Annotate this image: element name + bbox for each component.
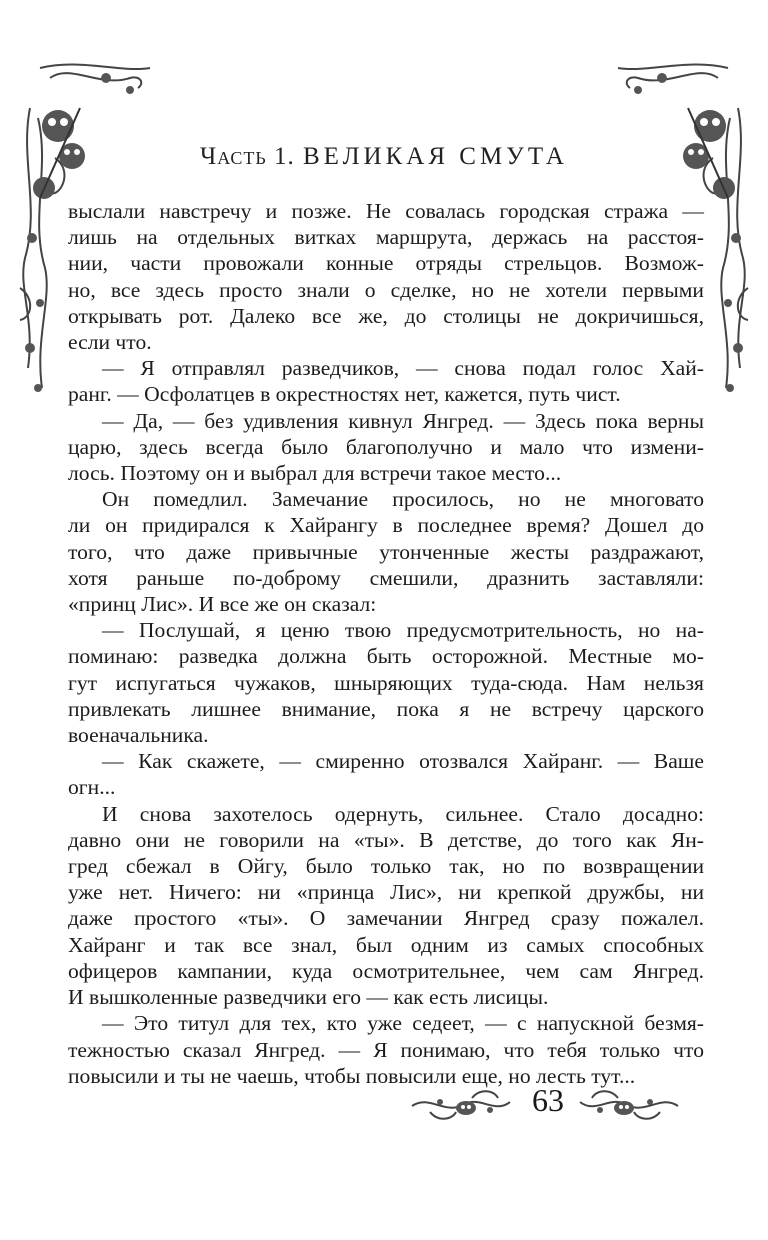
text-line: гред сбежал в Ойгу, было только так, но по возвращении: [68, 854, 704, 879]
text-line: того, что даже привычные утонченные жесты раздражают,: [68, 539, 704, 564]
text-line: открывать рот. Далеко все же, до столицы не докричишься,: [68, 303, 704, 328]
text-line: лось. Поэтому он и выбрал для встречи такое место...: [68, 461, 562, 486]
text-line: лишь на отдельных витках маршрута, держась на расстоя-: [68, 225, 704, 250]
text-line: — Да, — без удивления кивнул Янгред. — Здесь пока верны: [102, 408, 704, 433]
text-line: — Это титул для тех, кто уже седеет, — с напускной безмя-: [102, 1011, 704, 1036]
text-line: но, все здесь просто знали о сделке, но не хотели первыми: [68, 277, 704, 302]
footer-ornament-right: [575, 1086, 680, 1126]
text-line: нии, части провожали конные отряды стрельцов. Возмож-: [68, 251, 704, 276]
footer-ornament-left: [410, 1086, 515, 1126]
text-line: ли он придирался к Хайрангу в последнее время? Дошел до: [68, 513, 704, 538]
running-head-title: ВЕЛИКАЯ СМУТА: [302, 143, 568, 170]
text-line: если что.: [68, 330, 152, 355]
text-line: выслали навстречу и позже. Не совалась городская стража —: [68, 199, 704, 223]
text-line: — Как скажете, — смиренно отозвался Хайранг. — Ваше: [102, 749, 704, 774]
page-footer: [410, 1082, 670, 1132]
text-line: Он помедлил. Замечание просилось, но не многовато: [102, 487, 704, 512]
text-line: И снова захотелось одернуть, сильнее. Стало досадно:: [102, 801, 704, 826]
text-line: поминаю: разведка должна быть осторожной. Местные мо-: [68, 644, 704, 669]
text-line: «принц Лис». И все же он сказал:: [68, 592, 377, 617]
running-head: [0, 143, 768, 171]
text-line: ранг. — Осфолатцев в окрестностях нет, кажется, путь чист.: [68, 382, 621, 407]
text-line: — Послушай, я ценю твою предусмотрительность, но на-: [102, 618, 704, 643]
text-line: тежностью сказал Янгред. — Я понимаю, что тебя только что: [68, 1037, 704, 1062]
page-number: 63: [532, 1082, 564, 1118]
text-line: повысили и ты не чаешь, чтобы повысили еще, но лесть тут...: [68, 1063, 636, 1088]
text-line: хотя раньше по-доброму смешили, дразнить заставляли:: [68, 565, 704, 590]
text-line: военачальника.: [68, 723, 209, 748]
body-text: [68, 198, 704, 1089]
running-head-chapter: Часть 1.: [200, 143, 295, 170]
text-line: — Я отправлял разведчиков, — снова подал голос Хай-: [102, 356, 704, 381]
text-line: царю, здесь всегда было благополучно и мало что измени-: [68, 434, 704, 459]
text-line: офицеров кампании, куда осмотрительнее, чем сам Янгред.: [68, 958, 704, 983]
text-line: гут испугаться чужаков, шныряющих туда-сюда. Нам нельзя: [68, 670, 704, 695]
text-line: давно они не говорили на «ты». В детстве, до того как Ян-: [68, 827, 704, 852]
text-line: огн...: [68, 775, 116, 800]
text-line: И вышколенные разведчики его — как есть лисицы.: [68, 985, 549, 1010]
text-line: Хайранг и так все знал, был одним из самых способных: [68, 932, 704, 957]
text-line: уже нет. Ничего: ни «принца Лис», ни крепкой дружбы, ни: [68, 880, 704, 905]
text-line: даже простого «ты». О замечании Янгред сразу пожалел.: [68, 906, 704, 931]
text-line: привлекать лишнее внимание, пока я не встречу царского: [68, 696, 704, 721]
